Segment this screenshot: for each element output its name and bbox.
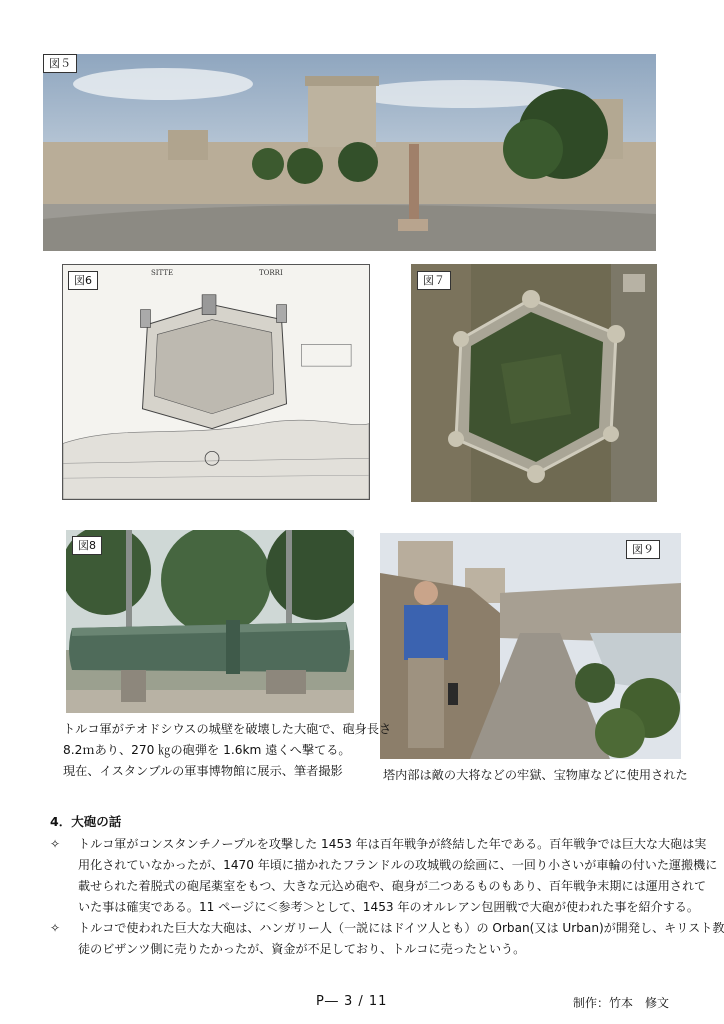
paragraph-line: 徒のビザンツ側に売りたかったが、資金が不足しており、トルコに売ったという。 xyxy=(78,942,526,956)
figure-8-caption-line-3: 現在、イスタンブルの軍事博物館に展示、筆者撮影 xyxy=(63,764,343,778)
figure-8-label: 図8 xyxy=(72,536,102,555)
bronze-cannon-image xyxy=(66,530,354,713)
bullet-diamond-icon: ✧ xyxy=(50,921,61,935)
fortress-panorama-image xyxy=(43,54,656,251)
bullet-diamond-icon: ✧ xyxy=(50,837,61,851)
figure-9-label: 図９ xyxy=(626,540,660,559)
figure-8-cannon-photo xyxy=(66,530,354,713)
paragraph-line: いた事は確実である。11 ページに＜参考＞として、1453 年のオルレアン包囲戦で大砲が使われた事を紹介する。 xyxy=(78,900,699,914)
aerial-fortress-image xyxy=(411,264,657,502)
map-title-left: SITTE xyxy=(151,269,174,277)
figure-5-label: 図５ xyxy=(43,54,77,73)
bullet-paragraph-2 xyxy=(50,918,724,960)
section-heading: 4．大砲の話 xyxy=(50,814,122,829)
paragraph-line: トルコ軍がコンスタンチノープルを攻撃した 1453 年は百年戦争が終結した年である。百年戦争では巨大な大砲は実 xyxy=(78,837,707,851)
fortress-engraving-image xyxy=(63,265,369,499)
figure-9-caption: 塔内部は敵の大将などの牢獄、宝物庫などに使用された xyxy=(383,768,688,782)
paragraph-line: 載せられた着脱式の砲尾薬室をもつ、大きな元込め砲や、砲身が二つあるものもあり、百年戦争末期には運用されて xyxy=(78,879,707,893)
paragraph-line: トルコで使われた巨大な大砲は、ハンガリー人（一説にはドイツ人とも）の Orban(又は Urban)が開発し、キリスト教 xyxy=(78,921,724,935)
figure-7-aerial-photo xyxy=(411,264,657,502)
figure-8-caption-line-1: トルコ軍がテオドシウスの城壁を破壊した大砲で、砲身長さ xyxy=(63,722,392,736)
figure-8-caption-line-2: 8.2ｍあり、270 ㎏の砲弾を 1.6km 遠くへ撃てる。 xyxy=(63,743,351,757)
map-title-right: TORRI xyxy=(259,269,283,277)
page-number: P― 3 / 11 xyxy=(316,994,388,1009)
figure-7-label: 図７ xyxy=(417,271,451,290)
bullet-paragraph-1 xyxy=(50,834,718,918)
wall-walkway-image xyxy=(380,533,681,759)
paragraph-line: 用化されていなかったが、1470 年頃に描かれたフランドルの攻城戦の絵画に、一回り小さいが車輪の付いた運搬機に xyxy=(78,858,718,872)
figure-6-engraving xyxy=(62,264,370,500)
figure-9-wall-photo xyxy=(380,533,681,759)
author-credit: 制作：竹本 修文 xyxy=(573,996,670,1010)
figure-5-photo xyxy=(43,54,656,251)
figure-6-label: 図6 xyxy=(68,271,98,290)
